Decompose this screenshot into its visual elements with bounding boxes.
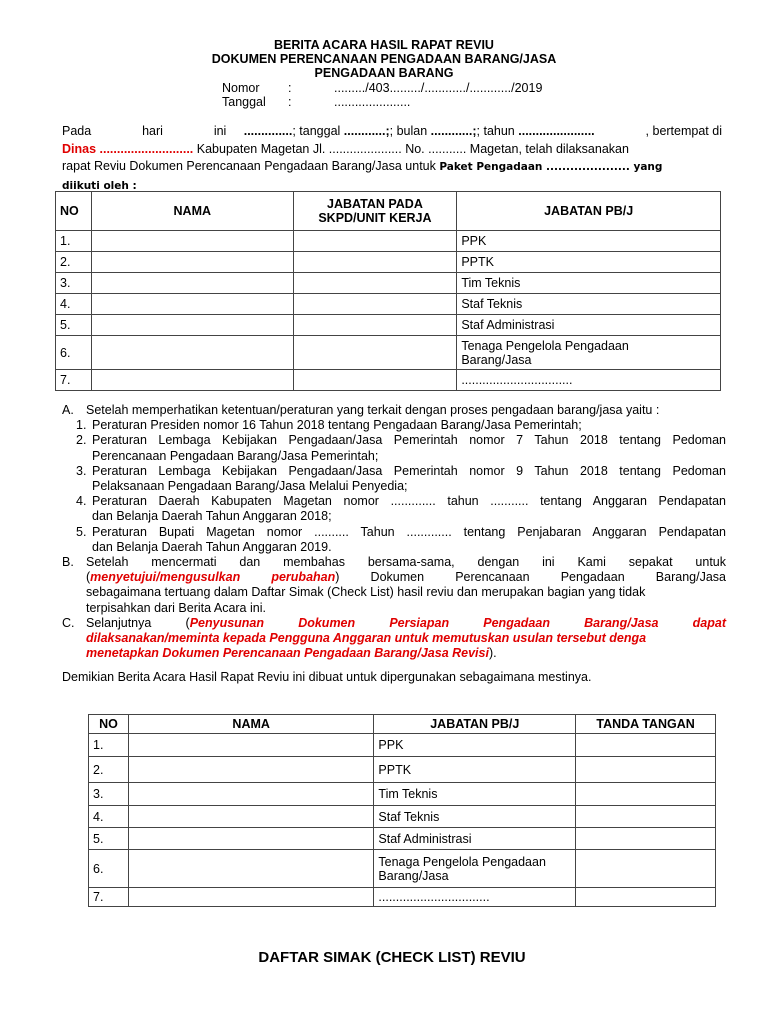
dinas-placeholder: Dinas ........................... (62, 141, 194, 156)
tanggal-label: Tanggal (222, 95, 266, 109)
paket-placeholder: Paket Pengadaan ..................... yang (439, 161, 663, 173)
cell-no: 1. (89, 734, 129, 757)
cell-no: 7. (89, 888, 129, 907)
col-header-jabatan-pbj: JABATAN PB/J (457, 192, 721, 231)
regulation-line: Pelaksanaan Pengadaan Barang/Jasa Melalui Penyedia; (92, 479, 408, 494)
point-b-line-2-text: ) Dokumen Perencanaan Pengadaan Barang/Jasa (335, 570, 726, 585)
cell-nama (128, 806, 373, 828)
intro-bulan: ; bulan (389, 124, 428, 138)
cell-nama (128, 850, 373, 888)
table-row (56, 336, 721, 370)
cell-jabatan-skpd (293, 231, 457, 252)
regulation-number: 5. (76, 524, 87, 539)
point-a-label: A. (62, 403, 74, 417)
regulation-item (62, 433, 726, 463)
table-row (89, 828, 716, 850)
cell-no: 6. (56, 336, 92, 370)
cell-no: 5. (56, 315, 92, 336)
table-row (56, 294, 721, 315)
cell-jabatan-pbj-line2: Barang/Jasa (378, 868, 449, 883)
intro-word: ini ..............; tanggal ............;; bulan ............;; tahun ...................... (213, 124, 595, 138)
cell-jabatan-pbj (374, 850, 576, 888)
intro-dots-tahun: ...................... (518, 124, 595, 138)
regulation-line: Peraturan Presiden nomor 16 Tahun 2018 tentang Pengadaan Barang/Jasa Pemerintah; (92, 418, 582, 433)
regulation-number: 3. (76, 463, 87, 478)
regulation-line: dan Belanja Daerah Tahun Anggaran 2019. (92, 539, 332, 554)
point-c-start: Selanjutnya ( (86, 615, 190, 630)
cell-jabatan-pbj-line2: Barang/Jasa (461, 352, 532, 367)
cell-jabatan-skpd (293, 315, 457, 336)
cell-jabatan-skpd (293, 370, 457, 391)
point-c-line (86, 616, 726, 631)
table-row (89, 734, 716, 757)
intro-line-1 (62, 123, 722, 141)
points-list (62, 403, 726, 661)
point-b-red-text: menyetujui/mengusulkan perubahan (90, 570, 336, 585)
cell-jabatan-skpd (293, 273, 457, 294)
regulation-item (62, 418, 726, 433)
cell-jabatan-pbj: PPTK (457, 252, 721, 273)
intro-tanggal: ; tanggal (292, 124, 341, 138)
cell-nama (128, 828, 373, 850)
tanggal-colon: : (288, 95, 292, 109)
table-row (56, 252, 721, 273)
cell-tanda-tangan (576, 734, 716, 757)
regulation-item (62, 525, 726, 555)
tanggal-value: ...................... (334, 95, 411, 109)
cell-jabatan-pbj: Staf Teknis (457, 294, 721, 315)
point-b-line: sebagaimana tertuang dalam Daftar Simak (Check List) hasil reviu dan merupakan bagian yang tidak (86, 585, 646, 600)
regulation-line: Peraturan Daerah Kabupaten Magetan nomor ............. tahun ........... tentang Anggaran Pendapatan (92, 494, 726, 509)
point-c-line (86, 646, 726, 661)
cell-jabatan-pbj: Staf Administrasi (457, 315, 721, 336)
regulation-number: 2. (76, 433, 87, 448)
cell-jabatan-pbj-line1: Tenaga Pengelola Pengadaan (461, 338, 629, 353)
cell-jabatan-pbj: PPK (457, 231, 721, 252)
cell-no: 3. (89, 783, 129, 806)
intro-word: Pada (62, 124, 92, 138)
nomor-label: Nomor (222, 81, 260, 95)
cell-jabatan-skpd (293, 294, 457, 315)
cell-nama (91, 315, 293, 336)
title-line-3: PENGADAAN BARANG (314, 66, 454, 80)
table-row (56, 370, 721, 391)
point-c-label: C. (62, 615, 75, 630)
table-row (56, 315, 721, 336)
cell-jabatan-pbj: Tim Teknis (374, 783, 576, 806)
regulation-line: Peraturan Bupati Magetan nomor .......... Tahun ............. tentang Penjabaran Anggaran Pendapatan (92, 524, 726, 539)
point-b-line: terpisahkan dari Berita Acara ini. (86, 600, 266, 615)
col-header-jabatan-pbj: JABATAN PB/J (374, 715, 576, 734)
point-b-line (86, 570, 726, 585)
table-row (89, 806, 716, 828)
intro-tahun: ; tahun (476, 124, 515, 138)
cell-no: 4. (89, 806, 129, 828)
cell-nama (128, 734, 373, 757)
point-c-red-text: menetapkan Dokumen Perencanaan Pengadaan Barang/Jasa Revisi (86, 646, 489, 661)
point-a (62, 403, 726, 418)
cell-tanda-tangan (576, 757, 716, 783)
table-header-row (89, 715, 716, 734)
point-c-red-text: Penyusunan Dokumen Persiapan Pengadaan Barang/Jasa dapat (189, 615, 727, 630)
tanggal-row (222, 95, 410, 109)
cell-no: 4. (56, 294, 92, 315)
intro-line-2-text: Kabupaten Magetan Jl. ..................... No. ........... Magetan, telah dilaksanakan (193, 141, 629, 156)
cell-no: 2. (56, 252, 92, 273)
point-b (62, 555, 726, 616)
intro-dots-tanggal: ............ (343, 124, 386, 138)
regulation-number: 1. (76, 418, 87, 433)
regulation-number: 4. (76, 494, 87, 509)
col-header-nama: NAMA (128, 715, 373, 734)
point-b-line: Setelah mencermati dan membahas bersama-sama, dengan ini Kami sepakat untuk (86, 555, 726, 570)
col-header-no: NO (89, 715, 129, 734)
cell-jabatan-pbj (457, 336, 721, 370)
cell-tanda-tangan (576, 828, 716, 850)
cell-jabatan-skpd (293, 252, 457, 273)
col-header-jabatan-skpd-line2: SKPD/UNIT KERJA (318, 211, 432, 225)
cell-nama (128, 888, 373, 907)
point-c-red-text: dilaksanakan/meminta kepada Pengguna Anggaran untuk memutuskan usulan tersebut denga (86, 631, 647, 646)
cell-jabatan-pbj: Tim Teknis (457, 273, 721, 294)
table-row (89, 850, 716, 888)
cell-jabatan-skpd (293, 336, 457, 370)
title-line-2: DOKUMEN PERENCANAAN PENGADAAN BARANG/JASA (211, 52, 557, 66)
cell-jabatan-pbj: ................................ (457, 370, 721, 391)
col-header-nama: NAMA (91, 192, 293, 231)
intro-dots-bulan: ............ (430, 124, 473, 138)
point-b-paren: ( (86, 570, 91, 585)
table-row (56, 231, 721, 252)
regulation-item (62, 464, 726, 494)
col-header-no: NO (56, 192, 92, 231)
regulation-line: Peraturan Lembaga Kebijakan Pengadaan/Jasa Pemerintah nomor 7 Tahun 2018 tentang Pedoman (92, 433, 726, 448)
cell-tanda-tangan (576, 850, 716, 888)
point-a-text: Setelah memperhatikan ketentuan/peraturan yang terkait dengan proses pengadaan barang/jasa yaitu : (86, 403, 660, 417)
cell-nama (91, 336, 293, 370)
table-row (89, 888, 716, 907)
cell-jabatan-pbj: ................................ (374, 888, 576, 907)
cell-nama (91, 370, 293, 391)
cell-jabatan-pbj-line1: Tenaga Pengelola Pengadaan (378, 854, 546, 869)
cell-no: 1. (56, 231, 92, 252)
cell-nama (91, 273, 293, 294)
cell-jabatan-pbj: Staf Administrasi (374, 828, 576, 850)
cell-nama (128, 757, 373, 783)
cell-tanda-tangan (576, 783, 716, 806)
intro-word: hari (142, 124, 163, 138)
table-row (56, 273, 721, 294)
intro-line-3 (62, 158, 722, 177)
nomor-row (222, 81, 542, 95)
table-row (89, 783, 716, 806)
intro-line-3-text: rapat Reviu Dokumen Perencanaan Pengadaan Barang/Jasa untuk (62, 159, 440, 173)
cell-nama (91, 231, 293, 252)
signature-table (88, 714, 716, 907)
table-header-row (56, 192, 721, 231)
nomor-colon: : (288, 81, 292, 95)
regulation-line: Peraturan Lembaga Kebijakan Pengadaan/Jasa Pemerintah nomor 9 Tahun 2018 tentang Pedoman (92, 463, 726, 478)
participants-table (55, 191, 721, 391)
title-line-1: BERITA ACARA HASIL RAPAT REVIU (274, 38, 494, 52)
cell-jabatan-pbj: PPTK (374, 757, 576, 783)
intro-word-ini: ini (213, 124, 227, 138)
closing-statement: Demikian Berita Acara Hasil Rapat Reviu ini dibuat untuk dipergunakan sebagaimana mestinya. (62, 670, 592, 684)
intro-dots-hari: .............. (243, 124, 293, 138)
cell-no: 6. (89, 850, 129, 888)
cell-nama (91, 252, 293, 273)
intro-line-2 (62, 141, 722, 159)
col-header-jabatan-skpd-line1: JABATAN PADA (327, 197, 423, 211)
diikuti-text: diikuti oleh : (62, 179, 137, 192)
cell-nama (128, 783, 373, 806)
checklist-title: DAFTAR SIMAK (CHECK LIST) REVIU (258, 949, 526, 966)
regulation-line: dan Belanja Daerah Tahun Anggaran 2018; (92, 509, 332, 524)
cell-no: 2. (89, 757, 129, 783)
nomor-value: ........./403........./............/............/2019 (334, 81, 543, 95)
point-c-end: ). (488, 646, 497, 661)
regulation-line: Perencanaan Pengadaan Barang/Jasa Pemerintah; (92, 448, 379, 463)
cell-no: 3. (56, 273, 92, 294)
cell-no: 7. (56, 370, 92, 391)
col-header-jabatan-skpd (293, 192, 457, 231)
col-header-tanda-tangan: TANDA TANGAN (576, 715, 716, 734)
intro-paragraph (62, 123, 722, 195)
cell-jabatan-pbj: Staf Teknis (374, 806, 576, 828)
intro-bertempat: , bertempat di (645, 124, 722, 138)
cell-no: 5. (89, 828, 129, 850)
table-row (89, 757, 716, 783)
cell-tanda-tangan (576, 888, 716, 907)
cell-jabatan-pbj: PPK (374, 734, 576, 757)
regulation-item (62, 494, 726, 524)
point-c (62, 616, 726, 662)
cell-nama (91, 294, 293, 315)
point-b-label: B. (62, 555, 74, 570)
cell-tanda-tangan (576, 806, 716, 828)
